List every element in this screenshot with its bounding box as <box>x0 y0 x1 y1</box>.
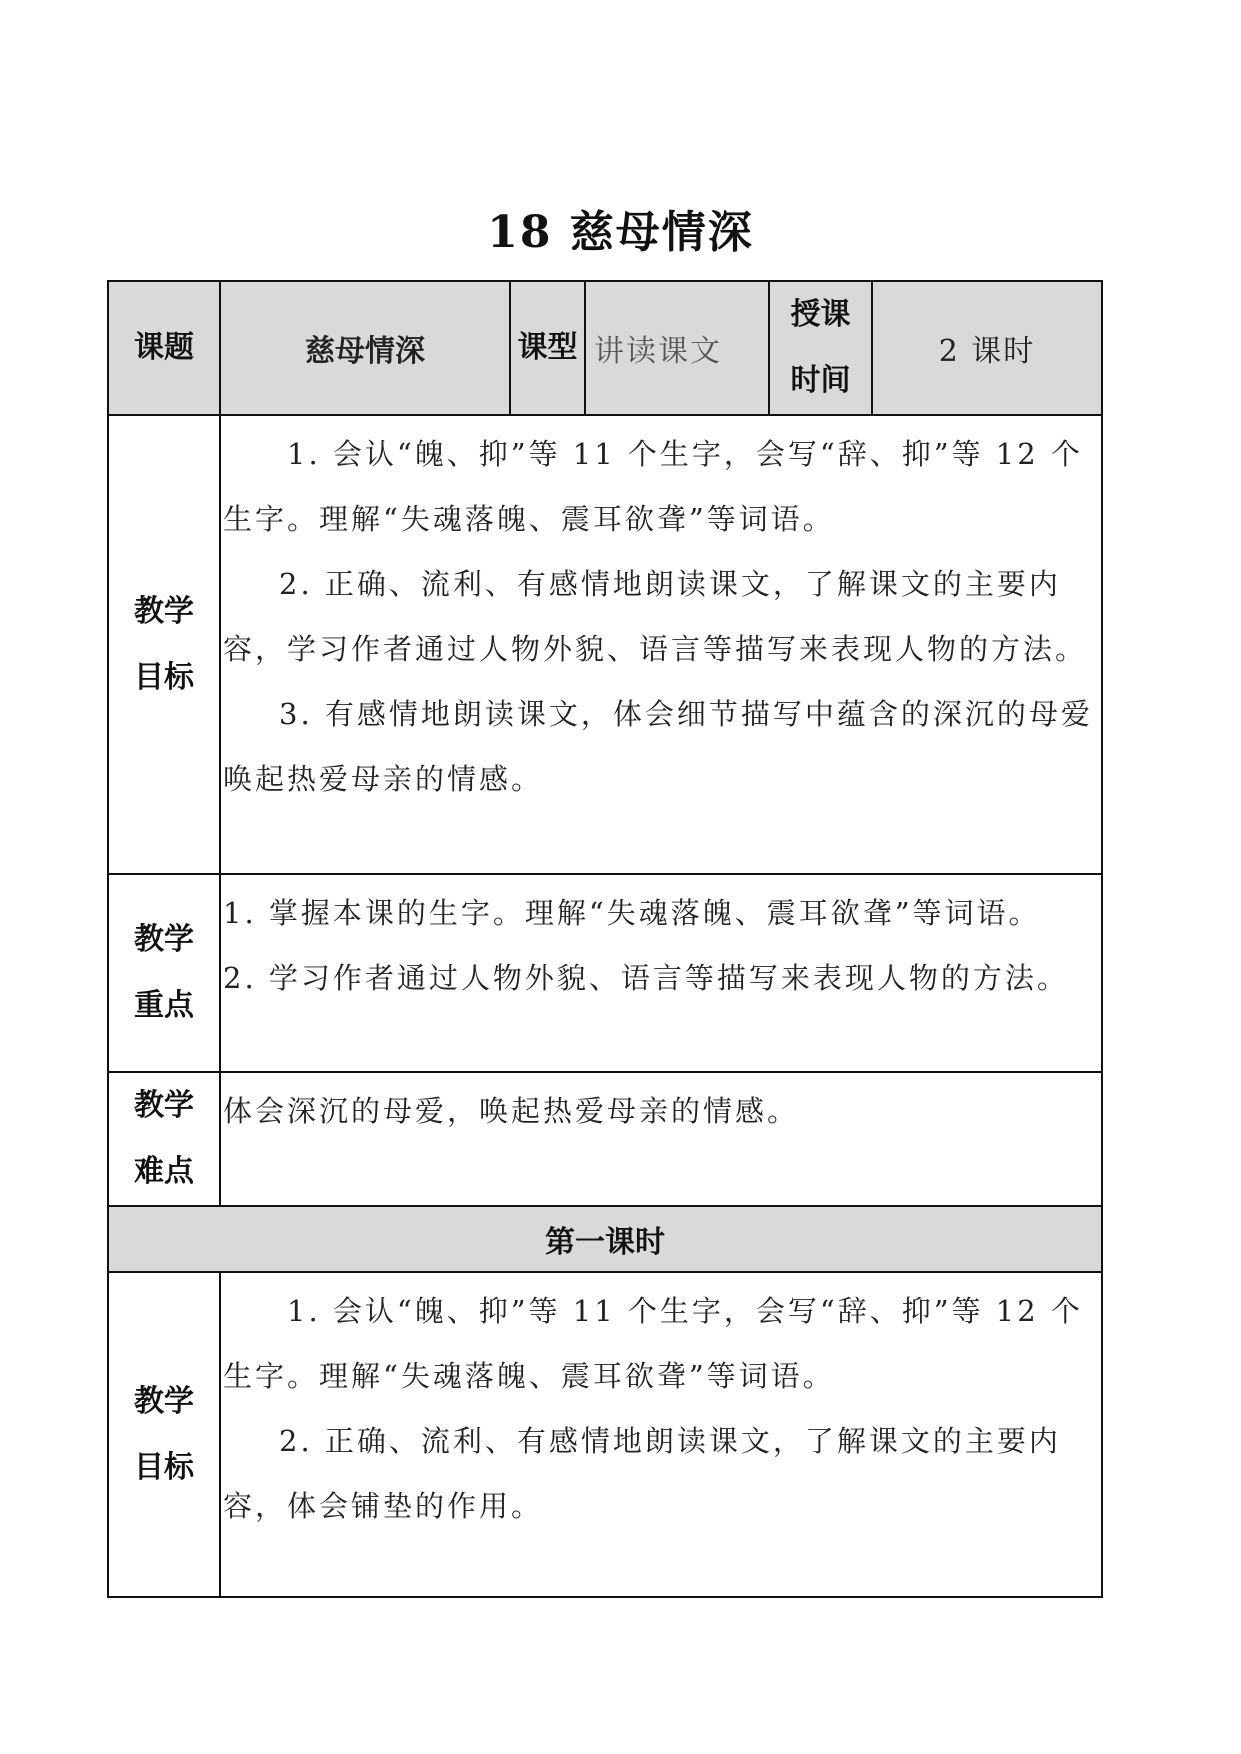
difficulties-label-line2: 难点 <box>134 1154 194 1189</box>
type-value: 讲读课文 <box>585 281 769 415</box>
objectives-label-line1: 教学 <box>134 593 194 629</box>
topic-value: 慈母情深 <box>220 281 510 415</box>
objectives-row <box>108 415 1102 874</box>
first-lesson-label-line2: 目标 <box>134 1449 194 1485</box>
difficulties-row <box>108 1072 1102 1206</box>
key-point-item: 1. 掌握本课的生字。理解“失魂落魄、震耳欲聋”等词语。 <box>223 896 1041 930</box>
key-points-content <box>220 874 1102 1072</box>
difficulties-content: 体会深沉的母爱，唤起热爱母亲的情感。 <box>220 1072 1102 1206</box>
objective-item: 1. 会认“魄、抑”等 11 个生字，会写“辞、抑”等 12 个生字。理解“失魂落魄、震耳欲聋”等词语。 <box>223 437 1083 536</box>
first-lesson-objectives-row <box>108 1272 1102 1597</box>
page-title: 18 慈母情深 <box>487 207 754 258</box>
key-points-row <box>108 874 1102 1072</box>
time-label <box>769 281 872 415</box>
first-lesson-objective-item: 2. 正确、流利、有感情地朗读课文，了解课文的主要内容，体会铺垫的作用。 <box>223 1424 1061 1523</box>
first-lesson-heading: 第一课时 <box>108 1206 1102 1272</box>
first-lesson-objectives-content <box>220 1272 1102 1597</box>
lesson-plan-table <box>107 280 1103 1598</box>
difficulties-label-line1: 教学 <box>134 1088 194 1123</box>
first-lesson-objectives-label <box>108 1272 220 1597</box>
header-row <box>108 281 1102 415</box>
type-label: 课型 <box>510 281 585 415</box>
objectives-label <box>108 415 220 874</box>
first-lesson-label-line1: 教学 <box>134 1383 194 1419</box>
time-value: 2 课时 <box>872 281 1102 415</box>
objectives-content <box>220 415 1102 874</box>
topic-label: 课题 <box>108 281 220 415</box>
objective-item: 3. 有感情地朗读课文，体会细节描写中蕴含的深沉的母爱唤起热爱母亲的情感。 <box>223 697 1093 796</box>
time-label-line2: 时间 <box>790 363 851 398</box>
time-label-line1: 授课 <box>790 297 851 332</box>
key-point-item: 2. 学习作者通过人物外貌、语言等描写来表现人物的方法。 <box>223 961 1069 995</box>
difficulties-label <box>108 1072 220 1206</box>
key-points-label-line1: 教学 <box>134 922 194 957</box>
objectives-label-line2: 目标 <box>134 659 194 695</box>
first-lesson-heading-row <box>108 1206 1102 1272</box>
key-points-label <box>108 874 220 1072</box>
objective-item: 2. 正确、流利、有感情地朗读课文，了解课文的主要内容，学习作者通过人物外貌、语言等描写来表现人物的方法。 <box>223 567 1088 666</box>
key-points-label-line2: 重点 <box>134 988 194 1023</box>
first-lesson-objective-item: 1. 会认“魄、抑”等 11 个生字，会写“辞、抑”等 12 个生字。理解“失魂落魄、震耳欲聋”等词语。 <box>223 1294 1083 1393</box>
